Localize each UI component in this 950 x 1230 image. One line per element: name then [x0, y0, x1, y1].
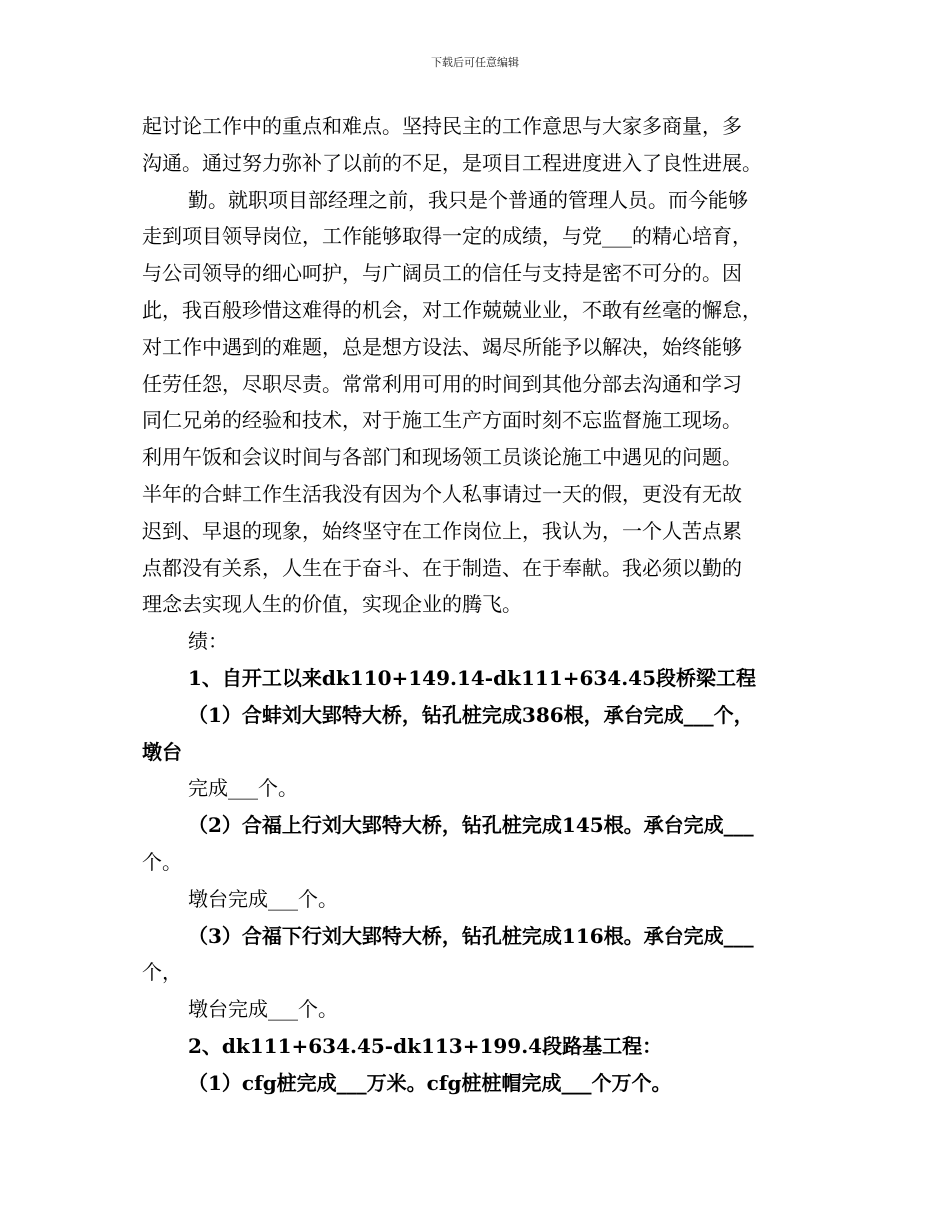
body-line: 与公司领导的细心呵护，与广阔员工的信任与支持是密不可分的。因	[142, 261, 742, 286]
document-body	[142, 108, 826, 1102]
section-heading: 2、dk111+634.45-dk113+199.4段路基工程：	[188, 1033, 663, 1058]
body-line: 对工作中遇到的难题，总是想方设法、竭尽所能予以解决，始终能够	[142, 334, 742, 359]
body-line: 同仁兄弟的经验和技术，对于施工生产方面时刻不忘监督施工现场。	[142, 408, 742, 433]
list-item-continuation: 个。	[142, 849, 182, 874]
list-item: （1）合蚌刘大郢特大桥，钻孔桩完成386根，承台完成___个，	[188, 702, 754, 727]
body-line: 起讨论工作中的重点和难点。坚持民主的工作意思与大家多商量，多	[142, 114, 742, 138]
section-heading: 1、自开工以来dk110+149.14-dk111+634.45段桥梁工程	[188, 665, 756, 690]
body-line: 理念去实现人生的价值，实现企业的腾飞。	[142, 592, 522, 617]
body-line: 迟到、早退的现象，始终坚守在工作岗位上，我认为，一个人苦点累	[142, 518, 742, 543]
body-line: 墩台完成___个。	[188, 997, 338, 1022]
body-line: 点都没有关系，人生在于奋斗、在于制造、在于奉献。我必须以勤的	[142, 555, 742, 580]
list-item-continuation: 个，	[142, 960, 182, 985]
body-line: 勤。就职项目部经理之前，我只是个普通的管理人员。而今能够	[188, 187, 748, 212]
body-line: 完成___个。	[188, 776, 298, 801]
page-header: 下载后可任意编辑	[431, 56, 519, 69]
body-line: 半年的合蚌工作生活我没有因为个人私事请过一天的假，更没有无故	[142, 481, 742, 506]
list-item: （3）合福下行刘大郢特大桥，钻孔桩完成116根。承台完成___	[188, 923, 754, 948]
list-item: （1）cfg桩完成___万米。cfg桩桩帽完成___个万个。	[188, 1070, 672, 1095]
body-line: 绩：	[188, 629, 228, 654]
body-line: 走到项目领导岗位，工作能够取得一定的成绩，与党___的精心培育，	[142, 224, 752, 249]
body-line: 沟通。通过努力弥补了以前的不足，是项目工程进度进入了良性进展。	[142, 150, 762, 175]
list-item: （2）合福上行刘大郢特大桥，钻孔桩完成145根。承台完成___	[188, 813, 754, 838]
body-line: 此，我百般珍惜这难得的机会，对工作兢兢业业，不敢有丝毫的懈怠，	[142, 297, 762, 322]
body-line: 利用午饭和会议时间与各部门和现场领工员谈论施工中遇见的问题。	[142, 445, 742, 470]
list-item-continuation: 墩台	[142, 739, 182, 764]
body-line: 墩台完成___个。	[188, 886, 338, 911]
body-line: 任劳任怨，尽职尽责。常常利用可用的时间到其他分部去沟通和学习	[142, 371, 742, 396]
